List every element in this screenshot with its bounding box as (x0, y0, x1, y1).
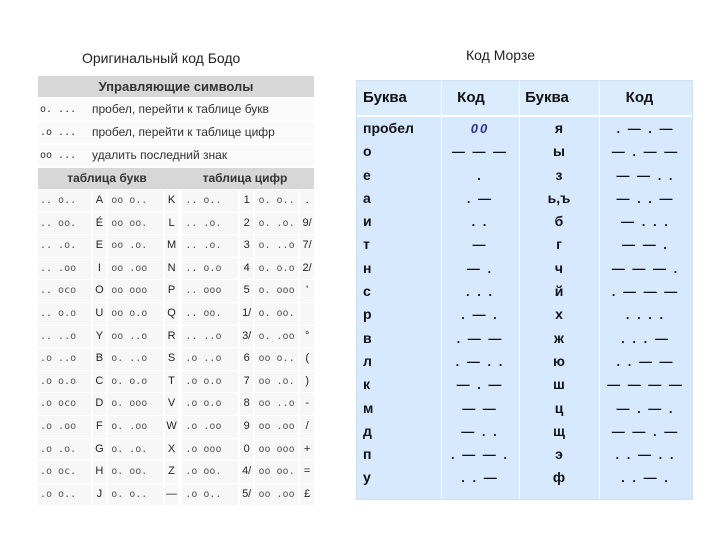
baudot-row (38, 189, 314, 212)
morse-letter-1: и (363, 213, 372, 230)
morse-code-1: — . . (461, 423, 499, 439)
letter-code-a: .o o.. (40, 488, 77, 500)
morse-code-1: — — (462, 400, 498, 416)
letter-code-a: .o .o. (40, 443, 77, 455)
morse-letter-2: я (554, 120, 564, 136)
morse-row (357, 140, 692, 163)
baudot-rows (38, 189, 314, 505)
letter-code-b: o. o.. (106, 484, 163, 506)
baudot-row (38, 234, 314, 257)
letter-a: I (91, 258, 107, 280)
baudot-row (38, 415, 314, 438)
letter-b: T (163, 371, 179, 393)
morse-code-2: — — . (622, 237, 669, 253)
letter-code-b: o. .o. (106, 439, 163, 461)
morse-letter-1: у (363, 469, 371, 486)
baudot-row (38, 392, 314, 415)
figure-code-a: .. o.. (178, 190, 238, 212)
morse-row (357, 327, 692, 350)
morse-code-2: — . — . (616, 400, 675, 416)
figure-code-b: o. o.. (253, 190, 298, 212)
baudot-row (38, 347, 314, 370)
figure-b: ( (298, 348, 314, 370)
figure-a: 2 (238, 213, 254, 235)
morse-row (357, 117, 692, 140)
letter-code-a: .. o.. (40, 195, 77, 206)
morse-letter-2: ю (553, 352, 565, 369)
letter-code-b: oo .o. (106, 235, 163, 257)
baudot-row (38, 257, 314, 280)
morse-letter-2: з (555, 166, 563, 183)
letter-a: C (91, 371, 107, 393)
letter-a: É (91, 213, 107, 235)
letter-a: Y (91, 326, 107, 348)
morse-code-2: — . — — (611, 144, 680, 160)
figure-b: ' (298, 280, 314, 302)
figure-code-a: .. .o. (178, 235, 238, 257)
figure-code-b: oo o.. (253, 348, 298, 370)
figure-b: 2/ (298, 258, 314, 280)
letter-b: P (163, 280, 179, 302)
letter-code-b: o. oo. (106, 461, 163, 483)
letter-a: D (91, 393, 107, 415)
morse-header-row (357, 81, 692, 117)
figure-code-b: oo .oo (253, 484, 298, 506)
morse-row (357, 373, 692, 396)
figure-b: + (298, 439, 314, 461)
morse-letter-1: к (363, 376, 371, 393)
morse-code-1: . — — . (450, 447, 510, 463)
figure-b: / (298, 416, 314, 438)
morse-code-1: . . . (465, 284, 495, 300)
figure-code-b: oo oo. (253, 461, 298, 483)
morse-code-2: — . . . (621, 214, 670, 230)
figure-code-a: .o o.o (178, 371, 238, 393)
morse-letter-1: пробел (363, 120, 414, 136)
figure-code-a: .o o.o (178, 393, 238, 415)
letter-b: S (163, 348, 179, 370)
control-code: o. ... (40, 104, 77, 115)
morse-letter-2: ш (553, 376, 565, 393)
morse-code-1: . — . . (455, 353, 505, 369)
figure-a: 4 (238, 258, 254, 280)
morse-letter-1: с (363, 283, 371, 300)
morse-title: Код Морзе (466, 47, 535, 63)
letter-code-b: o. .oo (106, 416, 163, 438)
morse-code-2: — . . — (616, 190, 675, 206)
morse-code-2: — — . . (616, 167, 675, 183)
control-description: пробел, перейти к таблице букв (92, 102, 269, 116)
baudot-row (38, 325, 314, 348)
morse-letter-1: д (363, 422, 372, 439)
baudot-row (38, 302, 314, 325)
figure-a: 7 (238, 371, 254, 393)
figure-code-b: oo ooo (253, 439, 298, 461)
morse-letter-2: щ (553, 422, 565, 439)
letter-a: F (91, 416, 107, 438)
figure-a: 0 (238, 439, 254, 461)
figure-b: 7/ (298, 235, 314, 257)
morse-letter-2: ы (553, 143, 565, 160)
letter-b: Z (163, 461, 179, 483)
control-row (38, 97, 314, 120)
morse-code-2: . . . — (621, 330, 670, 346)
morse-header-letter-2: Буква (525, 89, 569, 106)
morse-letter-1: н (363, 259, 372, 276)
morse-letter-2: б (554, 213, 564, 230)
letter-code-b: oo oo. (106, 213, 163, 235)
control-rows (38, 97, 314, 166)
figure-code-b: oo .oo (253, 416, 298, 438)
morse-code-2: . . — — (616, 353, 675, 369)
morse-row (357, 233, 692, 256)
letter-a: U (91, 303, 107, 325)
morse-code-1: 00 (470, 121, 490, 136)
baudot-row (38, 460, 314, 483)
letter-b: L (163, 213, 179, 235)
figure-code-b: o. .o. (253, 213, 298, 235)
morse-code-1: . . (471, 214, 489, 230)
morse-row (357, 257, 692, 280)
letter-code-a: .o o.o (40, 375, 77, 387)
figure-code-a: .. .o. (178, 213, 238, 235)
control-row (38, 143, 314, 166)
letter-a: A (91, 190, 107, 212)
figure-code-b: o. .oo (253, 326, 298, 348)
figure-code-b: oo ..o (253, 393, 298, 415)
letter-b: R (163, 326, 179, 348)
figure-code-a: .. o.o (178, 258, 238, 280)
morse-row (357, 397, 692, 420)
figures-table-header: таблица цифр (202, 171, 288, 185)
morse-letter-1: в (363, 329, 372, 346)
letter-a: H (91, 461, 107, 483)
morse-code-1: — (472, 237, 488, 253)
baudot-row (38, 212, 314, 235)
baudot-row (38, 370, 314, 393)
letter-code-a: .. o.o (40, 307, 77, 319)
baudot-row (38, 483, 314, 506)
figure-a: 9 (238, 416, 254, 438)
letter-code-b: oo ..o (106, 326, 163, 348)
figure-a: 1 (238, 190, 254, 212)
letter-code-b: oo o.o (106, 303, 163, 325)
control-description: пробел, перейти к таблице цифр (92, 125, 275, 139)
letter-code-a: .o oco (40, 398, 77, 410)
letter-code-b: o. o.o (106, 371, 163, 393)
figure-a: 8 (238, 393, 254, 415)
morse-letter-2: й (554, 283, 564, 300)
morse-code-1: . — — (456, 330, 504, 346)
figure-code-b: oo .o. (253, 371, 298, 393)
morse-code-1: . . — (461, 470, 499, 486)
figure-a: 1/ (238, 303, 254, 325)
control-code: .o ... (40, 127, 77, 138)
morse-row (357, 466, 692, 489)
letter-code-a: .. oco (40, 285, 77, 297)
morse-rows (357, 117, 692, 490)
morse-row (357, 210, 692, 233)
letter-code-b: o. ooo (106, 393, 163, 415)
morse-letter-1: е (363, 166, 371, 183)
morse-row (357, 303, 692, 326)
letter-b: W (163, 416, 179, 438)
morse-code-2: — — . — (611, 423, 680, 439)
control-description: удалить последний знак (92, 148, 228, 162)
morse-code-1: . (477, 167, 483, 183)
morse-code-1: — — — (451, 144, 509, 160)
morse-row (357, 164, 692, 187)
figure-a: 6 (238, 348, 254, 370)
morse-letter-2: ж (554, 329, 564, 346)
subtable-headers (38, 166, 314, 189)
morse-row (357, 187, 692, 210)
morse-row (357, 443, 692, 466)
morse-code-2: . . — . (621, 470, 670, 486)
control-code: oo ... (40, 150, 77, 161)
morse-letter-2: ф (552, 469, 566, 486)
baudot-row (38, 438, 314, 461)
letter-code-a: .o ..o (40, 353, 77, 365)
figure-b: - (298, 393, 314, 415)
letter-a: E (91, 235, 107, 257)
figure-code-b: o. o.o (253, 258, 298, 280)
figure-b (298, 303, 314, 325)
figure-a: 5 (238, 280, 254, 302)
morse-code-1: — . — (456, 377, 504, 393)
morse-code-2: — — — . (611, 260, 680, 276)
letter-a: O (91, 280, 107, 302)
figure-code-b: o. oo. (253, 303, 298, 325)
figure-a: 3 (238, 235, 254, 257)
morse-letter-1: т (363, 236, 370, 253)
morse-letter-2: г (556, 236, 562, 253)
letter-code-a: .. oo. (40, 217, 77, 229)
morse-letter-1: п (363, 446, 372, 463)
morse-letter-2: ь,ъ (547, 189, 571, 206)
morse-table (356, 80, 693, 500)
figure-b: = (298, 461, 314, 483)
morse-code-2: . — — — (611, 284, 680, 300)
figure-b: ) (298, 371, 314, 393)
morse-code-1: . — . (461, 307, 499, 323)
baudot-table (38, 76, 314, 505)
letter-code-b: o. ..o (106, 348, 163, 370)
figure-a: 5/ (238, 484, 254, 506)
figure-a: 3/ (238, 326, 254, 348)
figure-code-a: .. oo. (178, 303, 238, 325)
morse-letter-2: э (555, 446, 563, 463)
figure-code-a: .. ooo (178, 280, 238, 302)
morse-letter-1: м (363, 399, 374, 416)
figure-code-a: .. ..o (178, 326, 238, 348)
letter-code-a: .o oc. (40, 466, 77, 478)
figure-b: . (298, 190, 314, 212)
letter-b: K (163, 190, 179, 212)
baudot-title: Оригинальный код Бодо (82, 50, 241, 66)
control-symbols-header: Управляющие символы (38, 76, 314, 97)
morse-code-2: . . . . (625, 307, 666, 323)
baudot-row (38, 279, 314, 302)
letter-code-a: .. .oo (40, 262, 77, 274)
letter-code-b: oo .oo (106, 258, 163, 280)
morse-letter-2: ч (554, 259, 564, 276)
morse-letter-2: ц (554, 399, 564, 416)
letter-a: G (91, 439, 107, 461)
figure-a: 4/ (238, 461, 254, 483)
figure-b: £ (298, 484, 314, 506)
morse-code-1: . — (466, 190, 494, 206)
letter-b: Q (163, 303, 179, 325)
morse-row (357, 280, 692, 303)
letter-b: N (163, 258, 179, 280)
letter-b: — (163, 484, 179, 506)
letter-b: X (163, 439, 179, 461)
morse-row (357, 350, 692, 373)
morse-row (357, 420, 692, 443)
morse-code-2: — — — — (607, 377, 684, 393)
morse-letter-1: л (363, 352, 372, 369)
control-row (38, 120, 314, 143)
figure-code-b: o. ..o (253, 235, 298, 257)
morse-letter-1: о (363, 143, 372, 160)
morse-letter-2: х (555, 306, 563, 323)
morse-header-code-1: Код (457, 89, 485, 106)
figure-b: 9/ (298, 213, 314, 235)
figure-code-b: o. ooo (253, 280, 298, 302)
figure-code-a: .o o.. (178, 484, 238, 506)
morse-code-1: — . (466, 260, 494, 276)
letter-code-a: .. .o. (40, 240, 77, 252)
letter-code-a: .o .oo (40, 420, 77, 432)
letter-code-b: oo ooo (106, 280, 163, 302)
figure-code-a: .o .oo (178, 416, 238, 438)
letter-code-a: .. ..o (40, 330, 77, 342)
letters-table-header: таблица букв (67, 171, 147, 185)
letter-a: J (91, 484, 107, 506)
figure-b: ° (298, 326, 314, 348)
figure-code-a: .o ooo (178, 439, 238, 461)
morse-code-2: . — . — (616, 121, 675, 136)
letter-a: B (91, 348, 107, 370)
morse-code-2: . . — . . (615, 447, 676, 463)
letter-b: V (163, 393, 179, 415)
morse-letter-1: р (363, 306, 372, 323)
letter-b: M (163, 235, 179, 257)
morse-header-letter-1: Буква (363, 89, 407, 106)
morse-header-code-2: Код (625, 89, 654, 106)
letter-code-b: oo o.. (106, 190, 163, 212)
figure-code-a: .o oo. (178, 461, 238, 483)
figure-code-a: .o ..o (178, 348, 238, 370)
morse-letter-1: а (363, 189, 371, 206)
